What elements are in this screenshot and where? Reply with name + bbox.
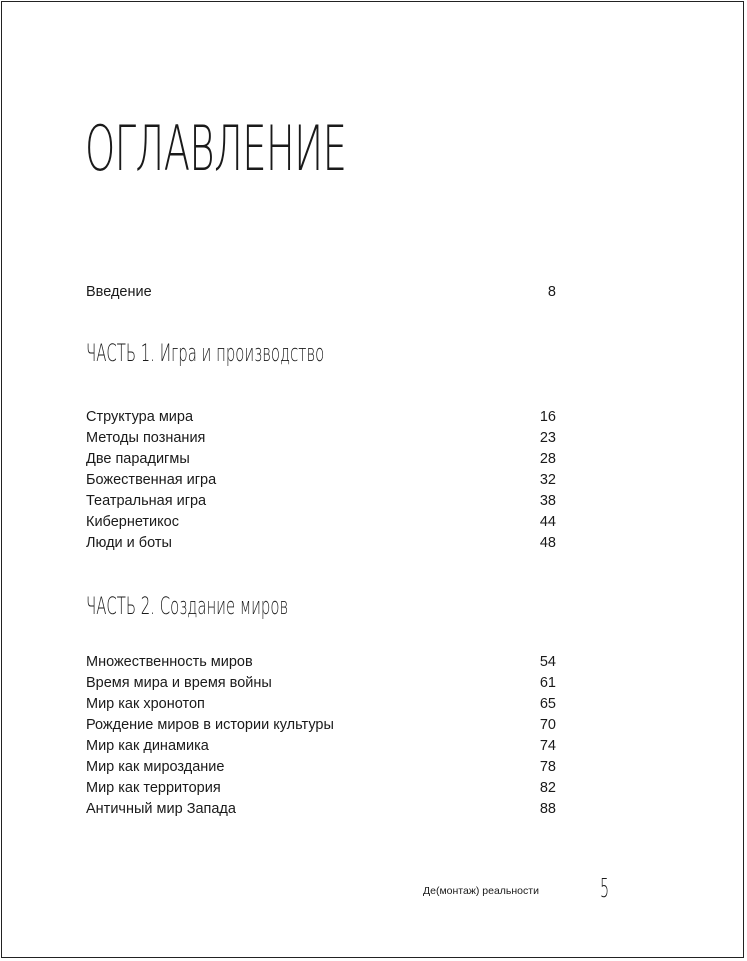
toc-entry-label: Кибернетикос <box>86 514 179 530</box>
page-number: 5 <box>600 874 610 904</box>
toc-entry-page: 32 <box>539 472 556 488</box>
toc-entry-label: Мир как территория <box>86 780 221 796</box>
toc-entry-page: 8 <box>547 284 556 300</box>
toc-entry[interactable] <box>86 799 556 820</box>
toc-entry-label: Структура мира <box>86 409 194 425</box>
toc-entry[interactable] <box>86 470 556 491</box>
toc-entry-page: 28 <box>539 451 556 467</box>
toc-entry[interactable] <box>86 778 556 799</box>
toc-entry-label: Рождение миров в истории культуры <box>86 717 334 733</box>
toc-entry[interactable] <box>86 491 556 512</box>
toc-entry-label: Мир как хронотоп <box>86 696 205 712</box>
toc-entry[interactable] <box>86 673 556 694</box>
toc-entry[interactable] <box>86 652 556 673</box>
toc-entry-page: 82 <box>539 780 556 796</box>
part2-heading: ЧАСТЬ 2. Создание миров <box>86 592 289 620</box>
toc-entry-page: 88 <box>539 801 556 817</box>
toc-entry[interactable] <box>86 449 556 470</box>
toc-entry-label: Античный мир Запада <box>86 801 236 817</box>
toc-entry-label: Время мира и время войны <box>86 675 272 691</box>
toc-entry[interactable] <box>86 736 556 757</box>
toc-entry-label: Мир как динамика <box>86 738 209 754</box>
toc-entry-label: Театральная игра <box>86 493 207 509</box>
toc-entry-intro[interactable] <box>86 282 556 303</box>
toc-entry-label: Люди и боты <box>86 535 172 551</box>
toc-entry[interactable] <box>86 533 556 554</box>
toc-entry-page: 70 <box>539 717 556 733</box>
toc-entry-page: 65 <box>539 696 556 712</box>
toc-entry-page: 74 <box>539 738 556 754</box>
toc-entry-label: Божественная игра <box>86 472 217 488</box>
toc-entry-page: 61 <box>539 675 556 691</box>
toc-entry[interactable] <box>86 428 556 449</box>
toc-entry-page: 16 <box>539 409 556 425</box>
toc-entry-page: 23 <box>539 430 556 446</box>
toc-entry-page: 48 <box>539 535 556 551</box>
toc-entry-page: 38 <box>539 493 556 509</box>
toc-entry-label: Введение <box>86 284 152 300</box>
toc-entry[interactable] <box>86 715 556 736</box>
toc-entry-page: 44 <box>539 514 556 530</box>
toc-entry[interactable] <box>86 512 556 533</box>
part1-heading: ЧАСТЬ 1. Игра и производство <box>86 339 325 367</box>
toc-entry-page: 78 <box>539 759 556 775</box>
toc-entry[interactable] <box>86 757 556 778</box>
running-title: Де(монтаж) реальности <box>423 885 539 897</box>
toc-entry[interactable] <box>86 407 556 428</box>
toc-entry-label: Множественность миров <box>86 654 253 670</box>
page-title: ОГЛАВЛЕНИЕ <box>85 112 347 185</box>
toc-entry-label: Методы познания <box>86 430 206 446</box>
toc-entry-label: Две парадигмы <box>86 451 190 467</box>
toc-entry[interactable] <box>86 694 556 715</box>
toc-entry-label: Мир как мироздание <box>86 759 225 775</box>
toc-entry-page: 54 <box>539 654 556 670</box>
